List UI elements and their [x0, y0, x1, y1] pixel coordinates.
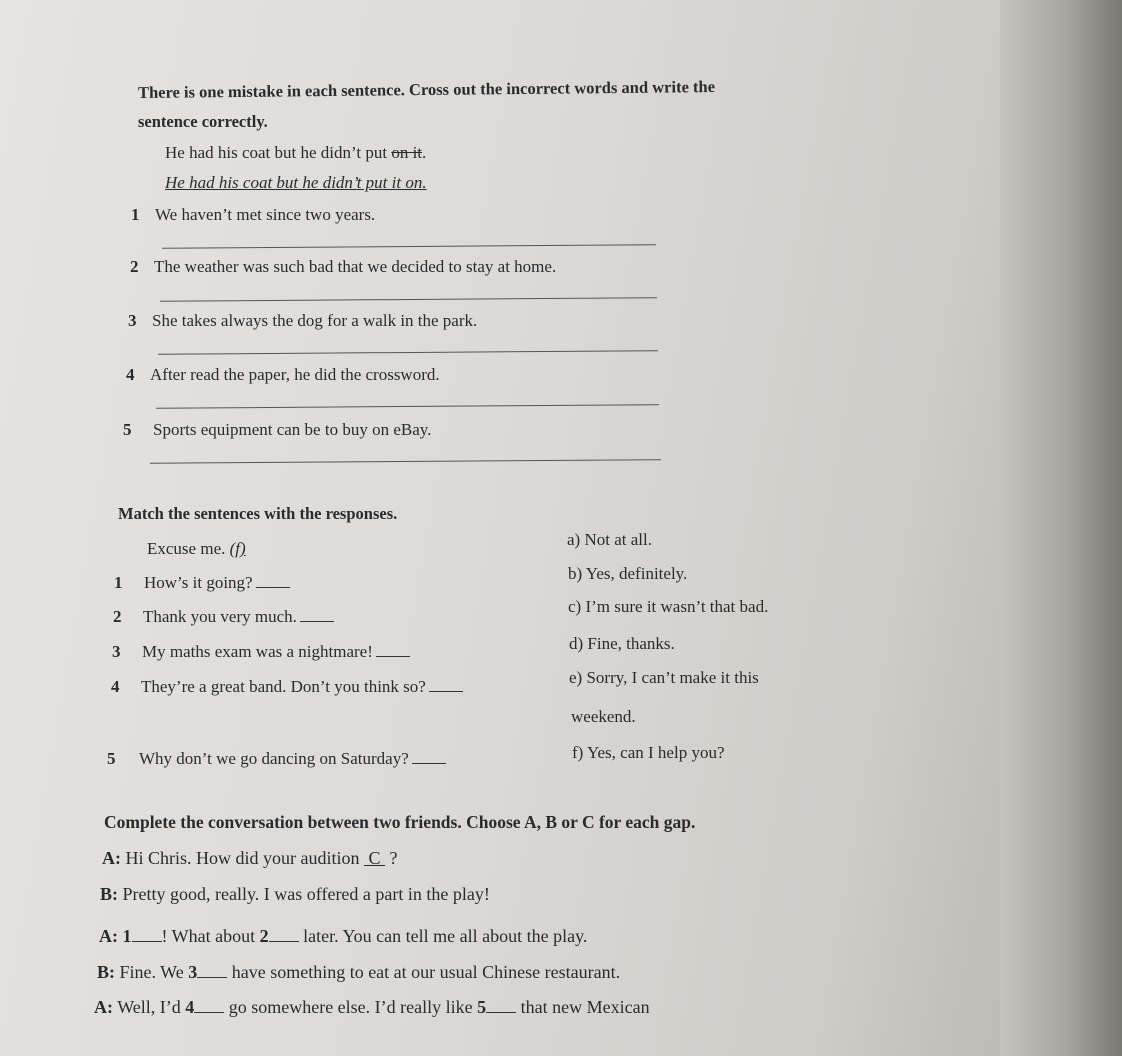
- gap-blank[interactable]: [197, 963, 227, 978]
- answer-blank[interactable]: [300, 607, 334, 622]
- line-text-end: ?: [385, 848, 398, 868]
- line-text: Pretty good, really. I was offered a part in the play!: [122, 884, 490, 904]
- speaker-label: A:: [99, 926, 118, 946]
- task1-example-sentence: [165, 143, 426, 163]
- item-text: Thank you very much.: [143, 607, 297, 626]
- task1-item-4: [126, 365, 440, 385]
- gap-number: 3: [188, 962, 198, 982]
- response-c: c) I’m sure it wasn’t that bad.: [568, 597, 769, 616]
- item-text: She takes always the dog for a walk in the park.: [152, 311, 478, 330]
- task2-example: [147, 539, 246, 559]
- example-sentence-text: He had his coat but he didn’t put: [165, 143, 388, 162]
- response-e: e) Sorry, I can’t make it this: [569, 668, 759, 687]
- speaker-label: B:: [97, 962, 115, 982]
- item-number: 3: [128, 311, 137, 330]
- response-b: b) Yes, definitely.: [568, 564, 688, 583]
- gap-number: 1: [122, 926, 132, 946]
- gap-number: 4: [185, 997, 195, 1017]
- task1-example-answer: He had his coat but he didn’t put it on.: [165, 173, 427, 192]
- task2-item-5: [107, 749, 446, 769]
- line-text: Well, I’d: [117, 997, 186, 1017]
- task2-item-2: [113, 607, 334, 627]
- item-number: 2: [113, 607, 122, 626]
- conversation-line-5: [94, 997, 650, 1018]
- speaker-label: A:: [102, 848, 121, 868]
- answer-blank[interactable]: [412, 749, 446, 764]
- gap-blank[interactable]: [194, 998, 224, 1013]
- example-text: Excuse me.: [147, 539, 226, 558]
- item-number: 3: [112, 642, 121, 661]
- line-text: have something to eat at our usual Chinese restaurant.: [227, 962, 621, 982]
- item-text: After read the paper, he did the crossword.: [150, 365, 440, 384]
- task1-item-5: [123, 420, 431, 440]
- example-struck-words: on it: [391, 143, 423, 162]
- example-answer: (f): [229, 539, 246, 558]
- response-a: a) Not at all.: [567, 530, 652, 549]
- gap-number: 5: [477, 997, 487, 1017]
- item-text: My maths exam was a nightmare!: [142, 642, 373, 661]
- item-text: Sports equipment can be to buy on eBay.: [153, 420, 432, 439]
- task1-instruction-line1: There is one mistake in each sentence. Cross out the incorrect words and write the: [137, 76, 716, 103]
- gap-blank[interactable]: [132, 927, 162, 942]
- item-number: 5: [123, 420, 132, 439]
- gap-blank[interactable]: [269, 927, 299, 942]
- conversation-line-2: [100, 884, 490, 905]
- line-text: Hi Chris. How did your audition: [125, 848, 364, 868]
- line-text: that new Mexican: [516, 997, 650, 1017]
- answer-blank[interactable]: [376, 642, 410, 657]
- answer-blank[interactable]: [429, 677, 463, 692]
- task3-heading: Complete the conversation between two friends. Choose A, B or C for each gap.: [104, 812, 696, 832]
- item-text: The weather was such bad that we decided to stay at home.: [154, 257, 557, 276]
- item-text: Why don’t we go dancing on Saturday?: [139, 749, 409, 768]
- task1-instruction-line2: sentence correctly.: [138, 112, 268, 131]
- item-text: They’re a great band. Don’t you think so?: [141, 677, 426, 696]
- line-text: Fine. We: [119, 962, 189, 982]
- response-d: d) Fine, thanks.: [569, 634, 675, 653]
- item-number: 4: [111, 677, 120, 696]
- task2-item-1: [114, 573, 290, 593]
- item-text: How’s it going?: [144, 573, 253, 592]
- gap-number: 2: [259, 926, 269, 946]
- item-text: We haven’t met since two years.: [155, 205, 376, 224]
- line-text: go somewhere else. I’d really like: [224, 997, 478, 1017]
- item-number: 5: [107, 749, 116, 768]
- conversation-line-1: [102, 848, 398, 869]
- line-text: later. You can tell me all about the play.: [298, 926, 588, 946]
- task2-item-4: [111, 677, 463, 697]
- item-number: 1: [114, 573, 123, 592]
- answer-blank[interactable]: [256, 573, 290, 588]
- item-number: 4: [126, 365, 135, 384]
- conversation-line-4: [97, 962, 620, 983]
- conversation-line-3: [99, 926, 587, 947]
- task2-item-3: [112, 642, 410, 662]
- task1-item-1: [131, 205, 375, 225]
- response-e-continued: weekend.: [571, 707, 636, 726]
- example-gap-answer: C: [368, 848, 381, 868]
- item-number: 1: [131, 205, 140, 224]
- response-f: f) Yes, can I help you?: [572, 743, 725, 762]
- item-number: 2: [130, 257, 139, 276]
- task1-item-2: [130, 257, 556, 277]
- task1-item-3: [128, 311, 477, 331]
- speaker-label: A:: [94, 997, 113, 1017]
- page-edge-shadow: [1000, 0, 1122, 1056]
- speaker-label: B:: [100, 884, 118, 904]
- gap-blank[interactable]: [486, 998, 516, 1013]
- task2-heading: Match the sentences with the responses.: [118, 504, 398, 523]
- line-text: ! What about: [161, 926, 260, 946]
- example-period: .: [422, 143, 427, 162]
